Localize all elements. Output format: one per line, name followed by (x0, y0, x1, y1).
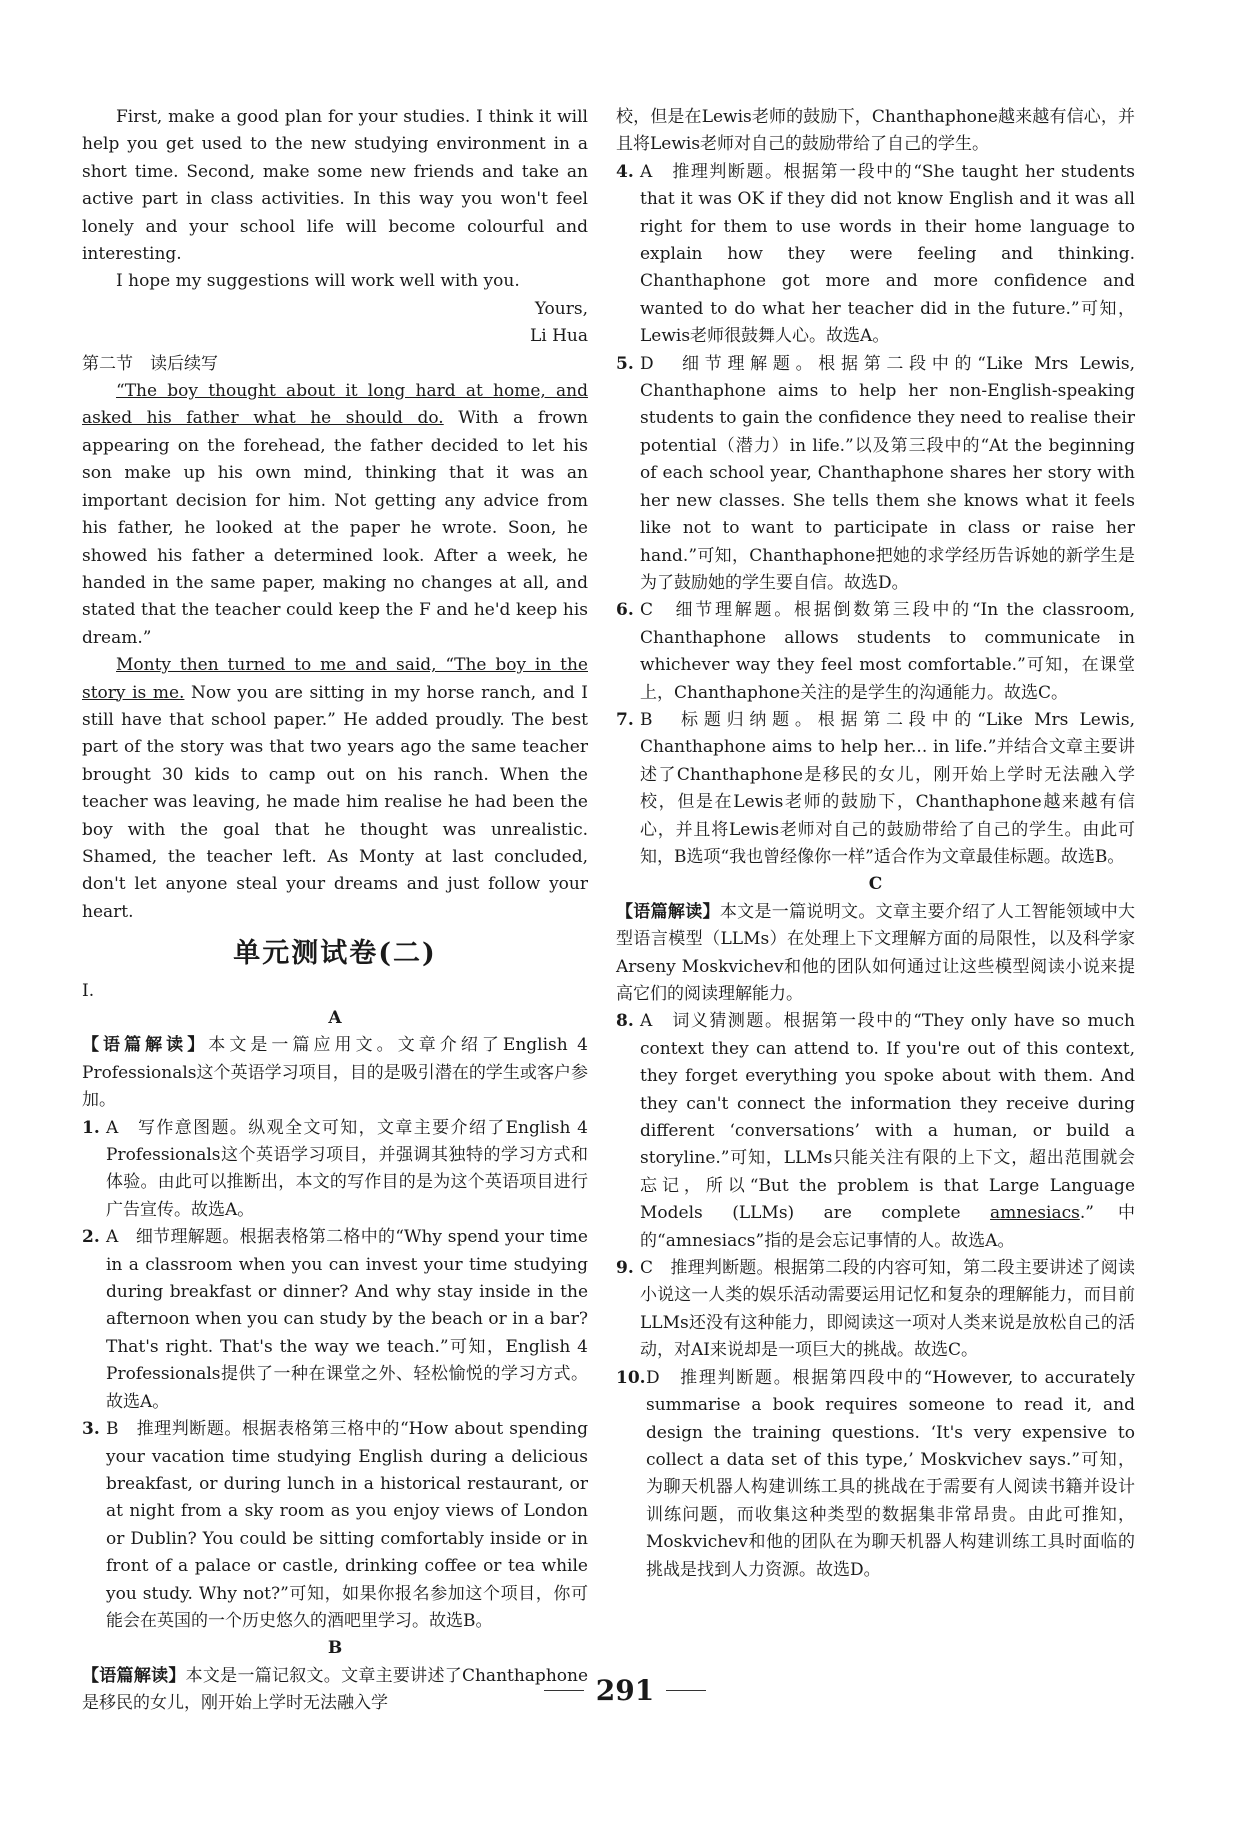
letter-paragraph-2: I hope my suggestions will work well with you. (116, 271, 520, 292)
answer-item-10 (616, 1365, 1135, 1584)
item-text-part-b: .”中的“amnesiacs”指的是会忘记事情的人。故选A。 (640, 1203, 1135, 1251)
story-paragraph-1 (82, 378, 588, 652)
item-text: C 推理判断题。根据第二段的内容可知，第二段主要讲述了阅读小说这一人类的娱乐活动需要运用记忆和复杂的理解能力，而目前LLMs还没有这种能力，即阅读这一项对人类来说是放松自己的活动，对AI来说却是一项巨大的挑战。故选C。 (640, 1258, 1135, 1361)
answer-item-3 (82, 1416, 588, 1635)
analysis-text: 本文是一篇说明文。文章主要介绍了人工智能领域中大型语言模型（LLMs）在处理上下文理解方面的局限性，以及科学家Arseny Moskvichev和他的团队如何通过让这些模型阅读小说来提高它们的阅读理解能力。 (616, 901, 1136, 1004)
answer-item-1 (82, 1115, 588, 1225)
answer-item-2 (82, 1224, 588, 1416)
left-column (82, 104, 588, 1718)
item-number: 3. (82, 1419, 100, 1440)
analysis-text: 本文是一篇应用文。文章介绍了English 4 Professionals这个英语学习项目，目的是吸引潜在的学生或客户参加。 (82, 1035, 588, 1111)
passage-c-analysis (616, 899, 1135, 1009)
item-text-part-a: A 词义猜测题。根据第一段中的“They only have so much context they can attend to. If you're out of this context, they forget everything you spoke about with them. And they can't connect the information they receive during different ‘conversations’ with a human, or build a storyline.”可知，LLMs只能关注有限的上下文，超出范围就会忘记，所以“But the problem is that Large Language Models (LLMs) are complete (640, 1011, 1135, 1224)
passage-b-label: B (327, 1638, 343, 1659)
underlined-word: amnesiacs (990, 1203, 1080, 1224)
letter-closing: Yours, (534, 298, 588, 319)
analysis-tag: 【语篇解读】 (82, 1035, 209, 1056)
item-number: 10. (616, 1367, 646, 1388)
passage-b-analysis-continued: 校，但是在Lewis老师的鼓励下，Chanthaphone越来越有信心，并且将Lewis老师对自己的鼓励带给了自己的学生。 (616, 107, 1135, 155)
letter-signer: Li Hua (529, 326, 588, 347)
analysis-text: 本文是一篇记叙文。文章主要讲述了Chanthaphone是移民的女儿，刚开始上学时无法融入学 (82, 1665, 589, 1714)
story-1-text: With a frown appearing on the forehead, the father decided to let his son make up his own mind, thinking that it was an important decision for him. Not getting any advice from his father, he looked at the paper he wrote. Soon, he showed his father a determined look. After a week, he handed in the same paper, making no changes at all, and stated that the teacher could keep the F and he'd keep his dream.” (82, 408, 588, 648)
answer-item-9 (616, 1255, 1135, 1365)
item-number: 8. (616, 1011, 634, 1032)
passage-a-analysis (82, 1032, 588, 1114)
item-number: 7. (616, 709, 634, 730)
item-text (640, 1008, 1135, 1255)
letter-paragraph-1: First, make a good plan for your studies. I think it will help you get used to the new studying environment in a short time. Second, make some new friends and take an active part in class activities. In this way you won't feel lonely and your school life will become colourful and interesting. (82, 107, 588, 265)
story-2-text: Now you are sitting in my horse ranch, and I still have that school paper.” He added proudly. The best part of the story was that two years ago the same teacher brought 30 kids to camp out on his ranch. When the teacher was leaving, he made him realise he had been the boy with the goal that he thought was unrealistic. Shamed, the teacher left. As Monty at last concluded, don't let anyone steal your dreams and just follow your heart. (82, 682, 588, 922)
item-number: 1. (82, 1117, 100, 1138)
item-number: 4. (616, 161, 634, 182)
item-text: D 细节理解题。根据第二段中的“Like Mrs Lewis, Chanthaphone aims to help her non-English-speaking students to gain the confidence they need to realise their potential（潜力）in life.”以及第三段中的“At the beginning of each school year, Chanthaphone shares her story with her new classes. She tells them she knows what it feels like not to want to participate in class or raise her hand.”可知，Chanthaphone把她的求学经历告诉她的新学生是为了鼓励她的学生要自信。故选D。 (640, 353, 1135, 593)
item-text: B 标题归纳题。根据第二段中的“Like Mrs Lewis, Chanthaphone aims to help her... in life.”并结合文章主要讲述了Chanthaphone是移民的女儿，刚开始上学时无法融入学校，但是在Lewis老师的鼓励下，Chanthaphone越来越有信心，并且将Lewis老师对自己的鼓励带给了自己的学生。由此可知，B选项“我也曾经像你一样”适合作为文章最佳标题。故选B。 (640, 709, 1135, 867)
item-text: A 推理判断题。根据第一段中的“She taught her students that it was OK if they did not know English and it was all right for them to use words in their home language to explain how they were feeling and thinking. Chanthaphone got more and more confidence and wanted to do what her teacher did in the future.”可知，Lewis老师很鼓舞人心。故选A。 (640, 161, 1135, 347)
analysis-tag: 【语篇解读】 (616, 901, 720, 922)
item-number: 5. (616, 353, 634, 374)
item-text: D 推理判断题。根据第四段中的“However, to accurately summarise a book requires someone to read it, and design the training questions. ‘It's very expensive to collect a data set of this type,’ Moskvichev says.”可知，为聊天机器人构建训练工具的挑战在于需要有人阅读书籍并设计训练问题，而收集这种类型的数据集非常昂贵。由此可推知，Moskvichev和他的团队在为聊天机器人构建训练工具时面临的挑战是找到人力资源。故选D。 (646, 1367, 1135, 1580)
footer-rule-left (544, 1690, 584, 1691)
passage-a-label: A (328, 1008, 342, 1028)
item-text: A 写作意图题。纵观全文可知，文章主要介绍了English 4 Professionals这个英语学习项目，并强调其独特的学习方式和体验。由此可以推断出，本文的写作目的是为这个英语项目进行广告宣传。故选A。 (106, 1117, 588, 1220)
section-2-title: 第二节 读后续写 (82, 353, 218, 374)
right-column (616, 104, 1135, 1584)
page-footer (0, 1674, 1250, 1707)
page-number: 291 (595, 1674, 655, 1707)
passage-c-label: C (868, 874, 883, 895)
item-number: 9. (616, 1258, 634, 1279)
unit-title: 单元测试卷(二) (233, 938, 437, 970)
story-paragraph-2 (82, 652, 588, 926)
answer-item-6 (616, 597, 1135, 707)
answer-item-5 (616, 351, 1135, 598)
item-number: 2. (82, 1227, 100, 1248)
item-text: A 细节理解题。根据表格第二格中的“Why spend your time in a classroom when you can invest your time studying during breakfast or dinner? And why stay inside in the afternoon when you can study by the beach or in a bar? That's right. That's the way we teach.”可知，English 4 Professionals提供了一种在课堂之外、轻松愉悦的学习方式。故选A。 (106, 1227, 588, 1412)
item-text: B 推理判断题。根据表格第三格中的“How about spending your vacation time studying English during a delicious breakfast, or during lunch in a historical restaurant, or at night from a sky room as you enjoy views of London or Dublin? You could be sitting comfortably inside or in front of a palace or castle, drinking coffee or tea while you study. Why not?”可知，如果你报名参加这个项目，你可能会在英国的一个历史悠久的酒吧里学习。故选B。 (106, 1419, 588, 1631)
story-2-given-sentence: Monty then turned to me and said, “The boy in the story is me. (82, 655, 588, 703)
analysis-tag: 【语篇解读】 (82, 1665, 186, 1686)
part-roman-numeral: Ⅰ. (82, 980, 95, 1001)
answer-item-8 (616, 1008, 1135, 1255)
answer-item-4 (616, 159, 1135, 351)
footer-rule-right (666, 1690, 706, 1691)
answer-item-7 (616, 707, 1135, 871)
story-1-given-sentence: “The boy thought about it long hard at home, and asked his father what he should do. (82, 381, 588, 429)
item-number: 6. (616, 600, 634, 621)
item-text: C 细节理解题。根据倒数第三段中的“In the classroom, Chanthaphone allows students to communicate in whichever way they feel most comfortable.”可知，在课堂上，Chanthaphone关注的是学生的沟通能力。故选C。 (640, 600, 1135, 703)
